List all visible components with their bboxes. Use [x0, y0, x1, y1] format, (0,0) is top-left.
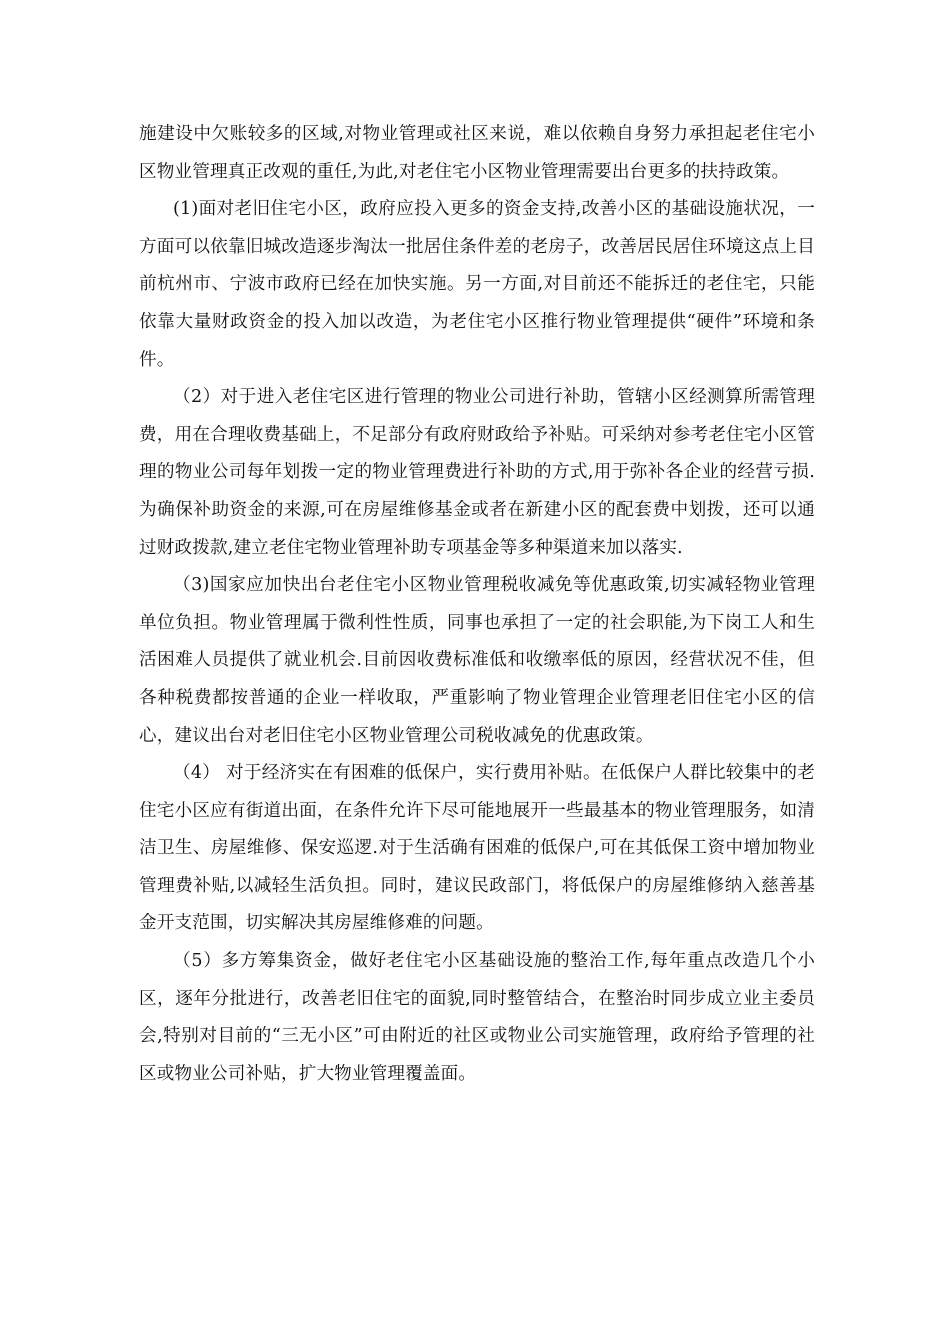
paragraph-continuation: 施建设中欠账较多的区域,对物业管理或社区来说，难以依赖自身努力承担起老住宅小区物业管理真正改观的重任,为此,对老住宅小区物业管理需要出台更多的扶持政策。 — [139, 124, 815, 182]
paragraph-item-2: （2）对于进入老住宅区进行管理的物业公司进行补助，管辖小区经测算所需管理费，用在合理收费基础上，不足部分有政府财政给予补贴。可采纳对参考老住宅小区管理的物业公司每年划拨一定的物业管理费进行补助的方式,用于弥补各企业的经营亏损.为确保补助资金的来源,可在房屋维修基金或者在新建小区的配套费中划拨，还可以通过财政拨款,建立老住宅物业管理补助专项基金等多种渠道来加以落实. — [139, 387, 815, 558]
paragraph-item-4: （4） 对于经济实在有困难的低保户，实行费用补贴。在低保户人群比较集中的老住宅小区应有街道出面，在条件允许下尽可能地展开一些最基本的物业管理服务，如清洁卫生、房屋维修、保安巡逻.对于生活确有困难的低保户,可在其低保工资中增加物业管理费补贴,以减轻生活负担。同时，建议民政部门，将低保户的房屋维修纳入慈善基金开支范围，切实解决其房屋维修难的问题。 — [139, 763, 815, 934]
paragraph-item-3: （3)国家应加快出台老住宅小区物业管理税收减免等优惠政策,切实减轻物业管理单位负担。物业管理属于微利性性质，同事也承担了一定的社会职能,为下岗工人和生活困难人员提供了就业机会.目前因收费标准低和收缴率低的原因，经营状况不佳，但各种税费都按普通的企业一样收取，严重影响了物业管理企业管理老旧住宅小区的信心，建议出台对老旧住宅小区物业管理公司税收减免的优惠政策。 — [139, 575, 815, 746]
paragraph-item-5: （5）多方筹集资金，做好老住宅小区基础设施的整治工作,每年重点改造几个小区，逐年分批进行，改善老旧住宅的面貌,同时整管结合，在整治时同步成立业主委员会,特别对目前的“三无小区”可由附近的社区或物业公司实施管理，政府给予管理的社区或物业公司补贴，扩大物业管理覆盖面。 — [139, 951, 815, 1084]
document-body — [139, 116, 815, 1093]
paragraph-item-1: (1)面对老旧住宅小区，政府应投入更多的资金支持,改善小区的基础设施状况，一方面可以依靠旧城改造逐步淘汰一批居住条件差的老房子，改善居民居住环境这点上目前杭州市、宁波市政府已经在加快实施。另一方面,对目前还不能拆迁的老住宅，只能依靠大量财政资金的投入加以改造，为老住宅小区推行物业管理提供“硬件”环境和条件。 — [139, 199, 815, 370]
